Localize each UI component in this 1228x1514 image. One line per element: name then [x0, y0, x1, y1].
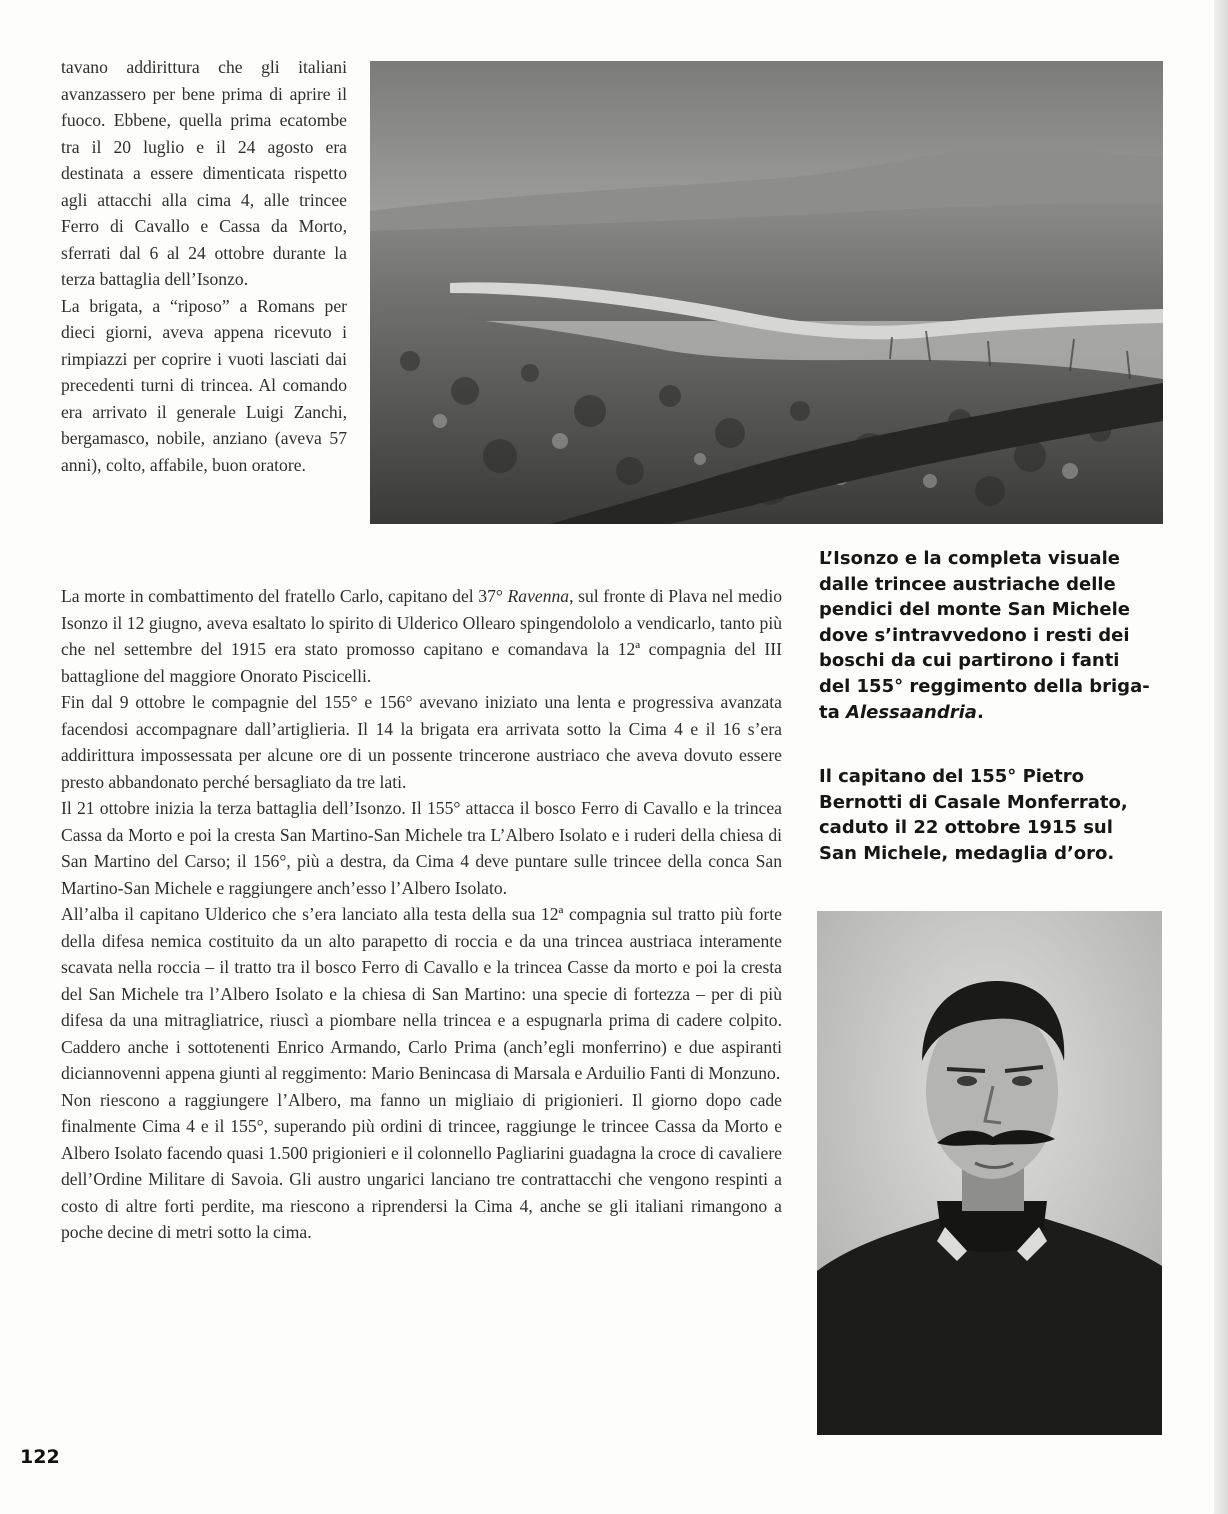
paragraph-9-ottobre: Fin dal 9 ottobre le compagnie del 155° e 156° avevano iniziato una lenta e progressiva avanzata facendosi accompagnare dall’artiglieria. Il 14 la brigata era arrivata sotto la Cima 4 e il 16 s’era addirittura impossessata per alcune ore di un possente trincerone austriaco che aveva dovuto essere presto abbandonato perché bersagliato da tre lati. [61, 692, 782, 792]
wide-text-column [61, 583, 782, 1246]
isonzo-valley-photo [370, 61, 1163, 524]
portrait-photo [817, 911, 1162, 1435]
officer-portrait-illustration [817, 911, 1162, 1435]
paragraph-carlo-end: , sul fronte di Plava nel medio Isonzo il 12 giugno, aveva esaltato lo spirito di Ulderico Ollearo spingendololo a vendicarlo, tanto più che nel settembre del 1915 era stato promosso capitano e comandava la 12ª compagnia del III battaglione del maggiore Onorato Piscicelli. [61, 586, 783, 686]
page-gutter-edge [1214, 0, 1228, 1514]
paragraph-alba-ulderico: All’alba il capitano Ulderico che s’era lanciato alla testa della sua 12ª compagnia sul tratto più forte della difesa nemica costituito da un alto parapetto di roccia e da una trincea austriaca interamente scavata nella roccia – il tratto tra il bosco Ferro di Cavallo e la trincea Casse da morto e poi la cresta del San Michele tra l’Albero Isolato e la chiesa di San Martino: una specie di fortezza – per di più difesa da una mitragliatrice, riuscì a piombare nella trincea e a espugnarla prima di cadere colpito. Caddero anche i sottotenenti Enrico Armando, Carlo Prima (anch’egli monferrino) e due aspiranti diciannovenni appena giunti al reggimento: Mario Benincasa di Marsala e Arduilio Fanti di Monzuno. [61, 904, 782, 1083]
landscape-photo-caption [819, 546, 1155, 725]
landscape-caption-end: . [976, 701, 984, 723]
alessandria-brigade-name: Alessaandria [846, 701, 977, 723]
portrait-photo-caption: Il capitano del 155° Pietro Bernotti di Casale Monferrato, caduto il 22 ottobre 1915 sul San Michele, medaglia d’oro. [819, 766, 1128, 864]
paragraph-carlo-start: La morte in combattimento del fratello Carlo, capitano del 37° [61, 586, 508, 606]
paragraph-prigionieri: Non riescono a raggiungere l’Albero, ma fanno un migliaio di prigionieri. Il giorno dopo cade finalmente Cima 4 e il 155°, superando più ordini di trincee, raggiunge le trincee Cassa da Morto e Albero Isolato facendo quasi 1.500 prigionieri e il colonnello Pagliarini guadagna la croce di cavaliere dell’Ordine Militare di Savoia. Gli austro ungarici lanciano tre contrattacchi che vengono respinti a costo di altre forti perdite, ma riescono a riprendersi la Cima 4, anche se gli italiani rimangono a poche decine di metri sotto la cima. [61, 1089, 782, 1242]
narrow-text-column [61, 54, 347, 478]
paragraph-ecatombe: tavano addirittura che gli italiani avanzassero per bene prima di aprire il fuoco. Ebbene, quella prima ecatombe tra il 20 luglio e il 24 agosto era destinata a essere dimenticata rispetto agli attacchi alla cima 4, alle trincee Ferro di Cavallo e Cassa da Morto, sferrati dal 6 al 24 ottobre durante la terza battaglia dell’Isonzo. [61, 57, 347, 289]
page-number: 122 [20, 1446, 60, 1468]
paragraph-21-ottobre: Il 21 ottobre inizia la terza battaglia dell’Isonzo. Il 155° attacca il bosco Ferro di Cavallo e la trincea Cassa da Morto e poi la cresta San Martino-San Michele tra L’Albero Isolato e i ruderi della chiesa di San Martino del Carso; il 156°, più a destra, da Cima 4 deve puntare sulle trincee della conca San Martino-San Michele e raggiungere anch’esso l’Albero Isolato. [61, 798, 782, 898]
landscape-caption-text: L’Isonzo e la completa visuale dalle trincee austriache delle pendici del monte San Michele dove s’intravvedono i resti dei boschi da cui partirono i fanti del 155° reggimento della brigata [819, 548, 1150, 723]
isonzo-landscape-illustration [370, 61, 1163, 524]
paragraph-carlo [61, 583, 782, 689]
ravenna-regiment-name: Ravenna [507, 586, 570, 606]
paragraph-brigata-riposo: La brigata, a “riposo” a Romans per dieci giorni, aveva appena ricevuto i rimpiazzi per coprire i vuoti lasciati dai precedenti turni di trincea. Al comando era arrivato il generale Luigi Zanchi, bergamasco, nobile, anziano (aveva 57 anni), colto, affabile, buon oratore. [61, 295, 347, 475]
